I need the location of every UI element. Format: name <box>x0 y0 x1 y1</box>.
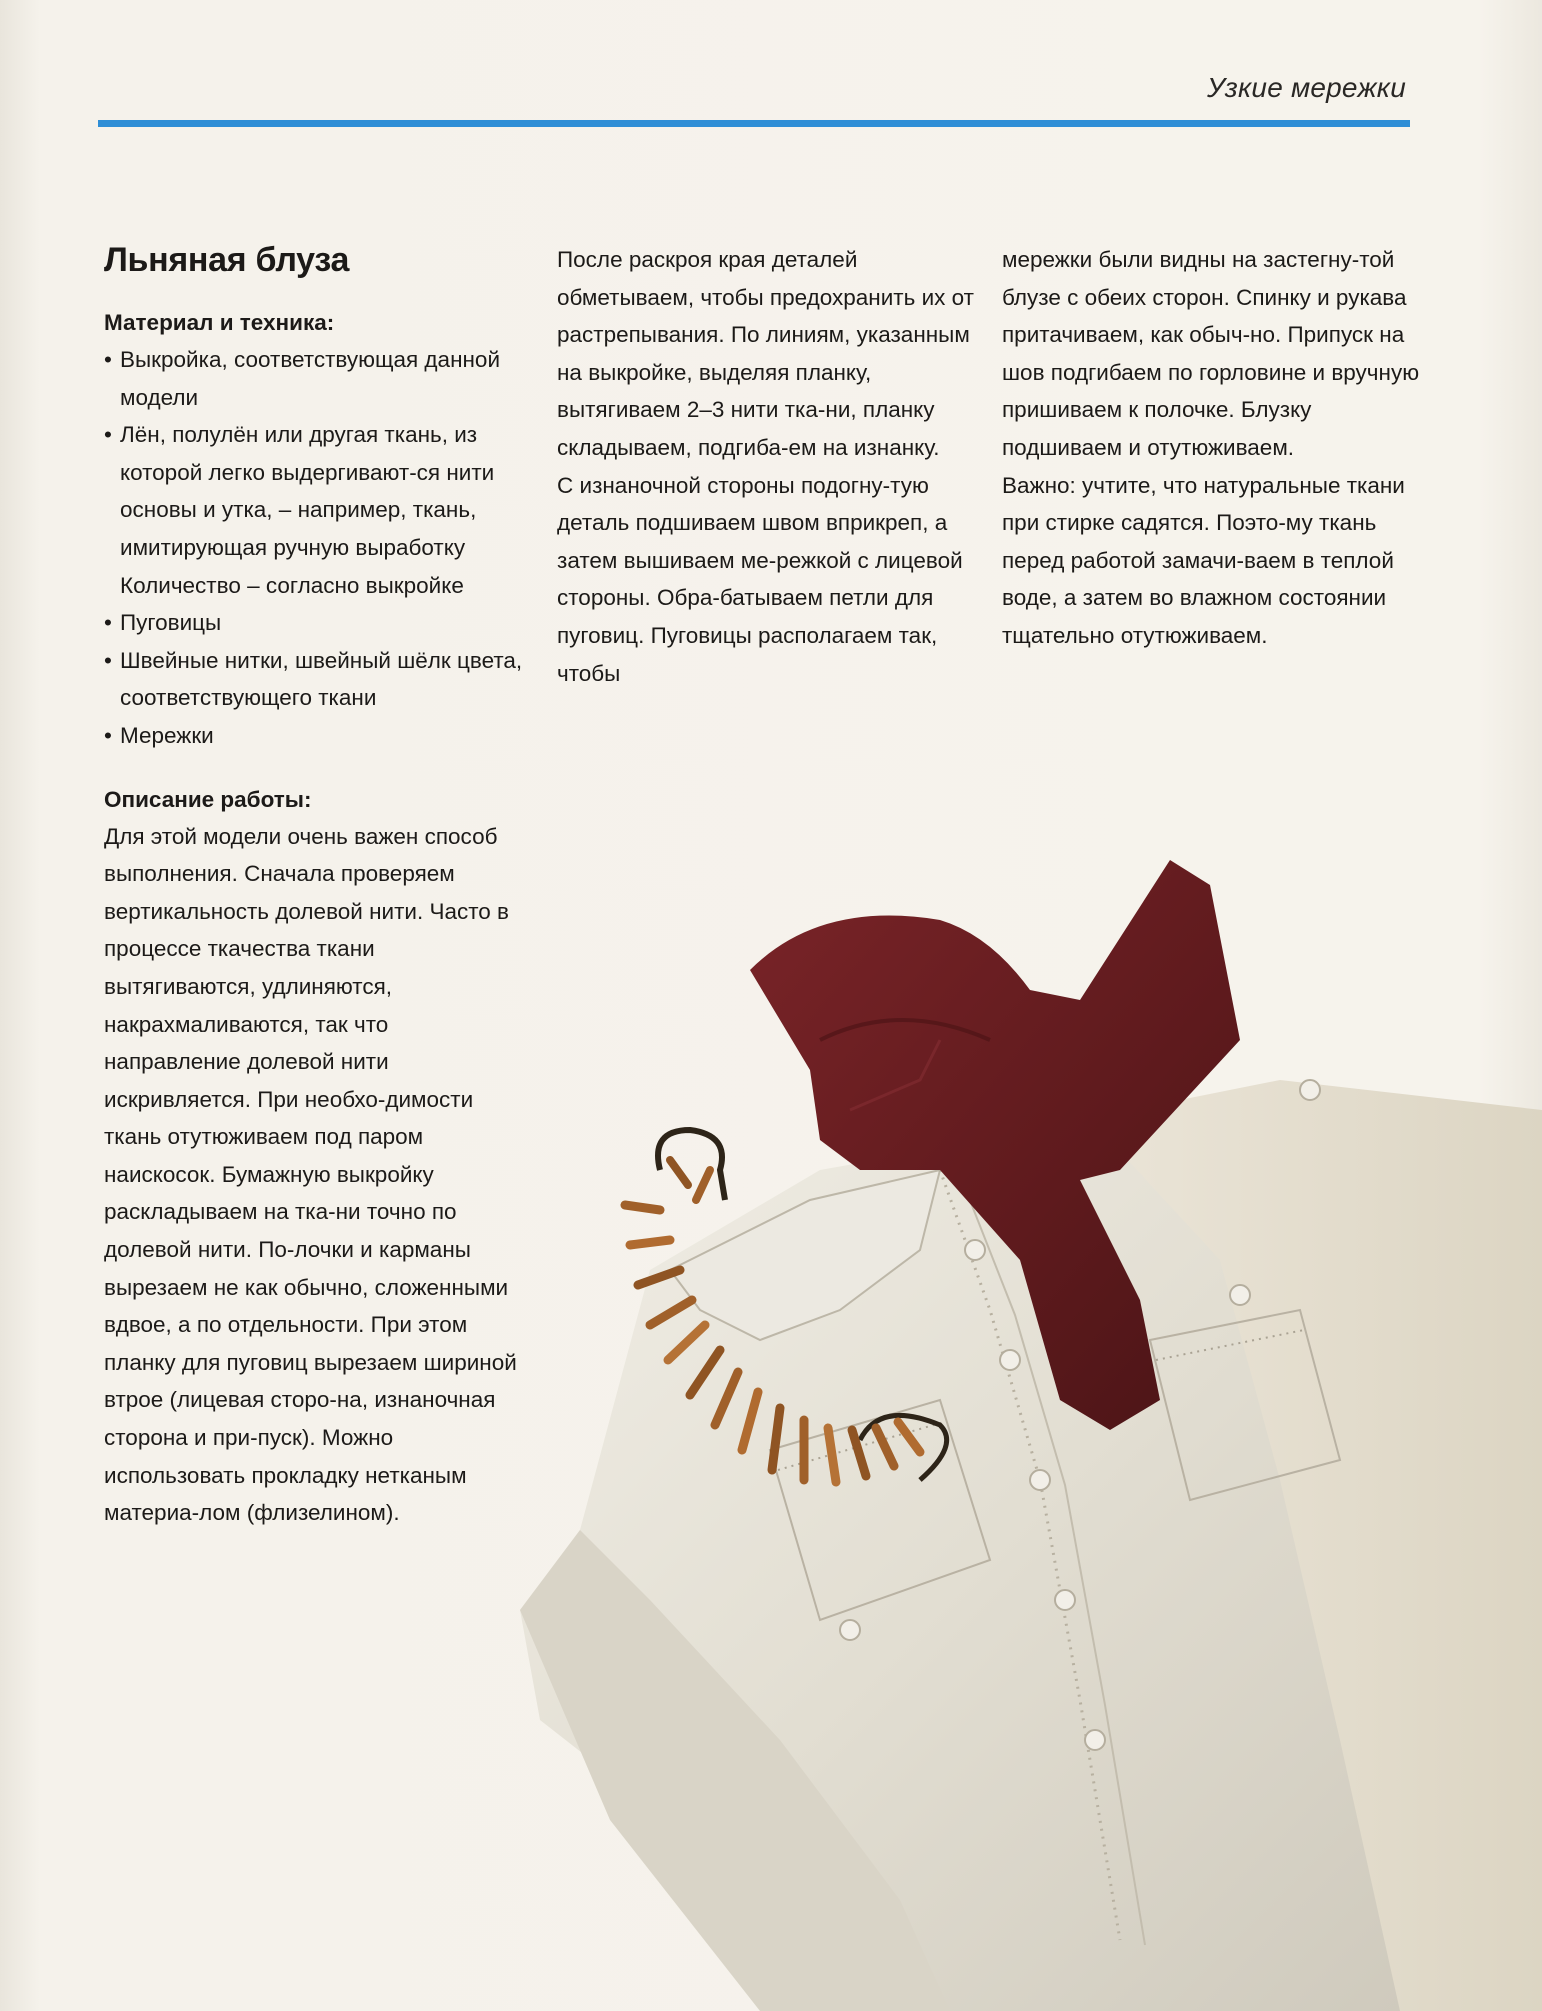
materials-item: • Мережки <box>104 717 524 755</box>
description-text-col1: Для этой модели очень важен способ выполнения. Сначала проверяем вертикальность долевой нити. Часто в процессе ткачества ткани вытягиваются, удлиняются, накрахмаливаются, так что направление долевой нити искривляется. При необхо-димости ткань отутюживаем под паром наискосок. Бумажную выкройку раскладываем на тка-ни точно по долевой нити. По-лочки и карманы вырезаем не как обычно, сложенными вдвое, а по отдельности. При этом планку для пуговиц вырезаем шириной втрое (лицевая сторо-на, изнаночная сторона и при-пуск). Можно использовать прокладку нетканым материа-лом (флизелином). <box>104 823 517 1526</box>
description-heading: Описание работы: <box>104 786 312 812</box>
hanger-hook <box>658 1130 725 1200</box>
column-3 <box>1002 241 1422 655</box>
button <box>965 1240 985 1260</box>
article-title: Льняная блуза <box>104 241 350 279</box>
column-1 <box>104 238 524 1532</box>
materials-item: • Выкройка, соответствующая данной модели <box>104 341 524 416</box>
materials-list <box>104 341 524 755</box>
description-text-col2-p1: После раскроя края деталей обметываем, чтобы предохранить их от растрепывания. По линиям, указанным на выкройке, выделяя планку, вытягиваем 2–3 нити тка-ни, планку складываем, подгиба-ем на изнанку. <box>557 247 974 460</box>
materials-item: Количество – согласно выкройке <box>120 572 464 598</box>
button <box>1055 1590 1075 1610</box>
materials-item: • Пуговицы <box>104 604 524 642</box>
button <box>1230 1285 1250 1305</box>
description-text-col2-p2: С изнаночной стороны подогну-тую деталь подшиваем швом вприкреп, а затем вышиваем ме-режкой с лицевой стороны. Обра-батываем петли для пуговиц. Пуговицы располагаем так, чтобы <box>557 472 963 686</box>
materials-item: • Швейные нитки, швейный шёлк цвета, соответствующего ткани <box>104 642 524 717</box>
header-rule <box>98 120 1410 127</box>
materials-heading: Материал и техника: <box>104 310 335 335</box>
button <box>1085 1730 1105 1750</box>
button <box>1000 1350 1020 1370</box>
button <box>1030 1470 1050 1490</box>
important-note: Важно: учтите, что натуральные ткани при стирке садятся. Поэто-му ткань перед работой замачи-ваем в теплой воде, а затем во влажном состоянии тщательно отутюживаем. <box>1002 472 1405 648</box>
button <box>1300 1080 1320 1100</box>
running-head: Узкие мережки <box>1207 72 1406 103</box>
blouse-photo <box>520 840 1542 2011</box>
materials-item: • Лён, полулён или другая ткань, из которой легко выдергивают-ся нити основы и утка, – например, ткань, имитирующая ручную выработку <box>104 416 524 566</box>
button <box>840 1620 860 1640</box>
description-text-col3-p1: мережки были видны на застегну-той блузе с обеих сторон. Спинку и рукава притачиваем, как обыч-но. Припуск на шов подгибаем по горловине и вручную пришиваем к полочке. Блузку подшиваем и отутюживаем. <box>1002 247 1420 460</box>
column-2 <box>557 241 977 692</box>
